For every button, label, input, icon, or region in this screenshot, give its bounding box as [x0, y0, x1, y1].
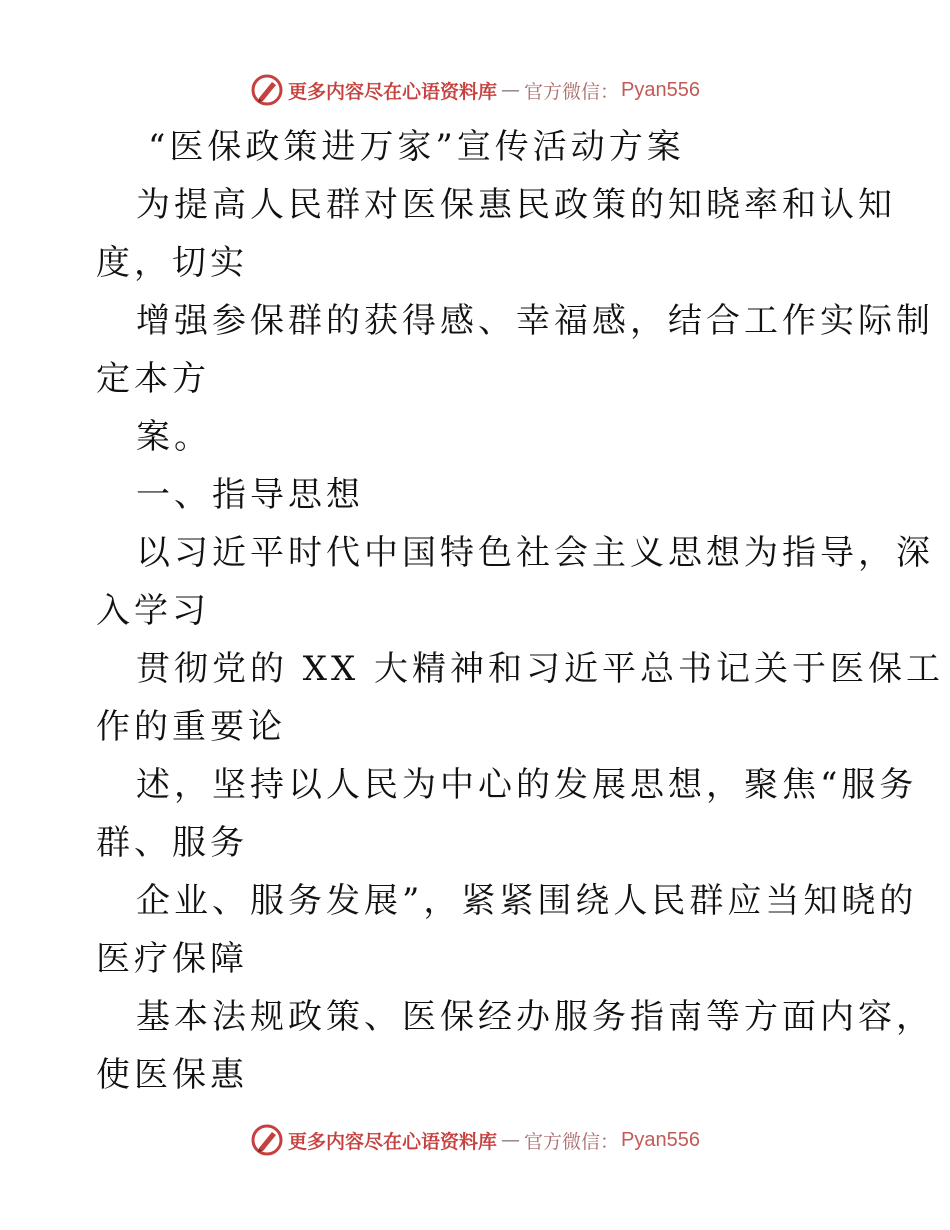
document-body — [96, 118, 945, 1104]
paragraph-line: 以习近平时代中国特色社会主义思想为指导，深 — [136, 533, 934, 573]
paragraph-line: 入学习 — [96, 591, 210, 631]
paragraph-line: 医疗保障 — [96, 939, 248, 979]
header-watermark — [0, 70, 950, 110]
wechat-label: 官方微信： — [524, 80, 620, 103]
paragraph-line: 定本方 — [96, 359, 210, 399]
watermark-dash: — — [501, 1129, 521, 1151]
watermark-text: 更多内容尽在心语资料库 — [288, 80, 498, 103]
section-heading: 一、指导思想 — [136, 475, 364, 515]
paragraph-line: 案。 — [136, 417, 212, 457]
wechat-label: 官方微信： — [524, 1130, 620, 1153]
paragraph-line: 度，切实 — [96, 243, 248, 283]
paragraph-line: 作的重要论 — [96, 707, 286, 747]
paragraph-line: 使医保惠 — [96, 1055, 248, 1095]
watermark-text: 更多内容尽在心语资料库 — [288, 1130, 498, 1153]
wechat-id: Pyan556 — [621, 78, 700, 101]
document-title: “医保政策进万家”宣传活动方案 — [148, 127, 685, 167]
paragraph-line: 增强参保群的获得感、幸福感，结合工作实际制 — [136, 301, 934, 341]
paragraph-line: 企业、服务发展”，紧紧围绕人民群应当知晓的 — [136, 881, 918, 921]
paragraph-line: 为提高人民群对医保惠民政策的知晓率和认知 — [136, 185, 896, 225]
watermark-dash: — — [501, 79, 521, 101]
paragraph-line: 群、服务 — [96, 823, 248, 863]
pen-logo-icon — [250, 1123, 284, 1157]
paragraph-line: 基本法规政策、医保经办服务指南等方面内容， — [136, 997, 934, 1037]
pen-logo-icon — [250, 73, 284, 107]
footer-watermark — [0, 1120, 950, 1160]
paragraph-line: 述，坚持以人民为中心的发展思想，聚焦“服务 — [136, 765, 918, 805]
wechat-id: Pyan556 — [621, 1128, 700, 1151]
paragraph-line: 贯彻党的 XX 大精神和习近平总书记关于医保工 — [136, 649, 945, 689]
